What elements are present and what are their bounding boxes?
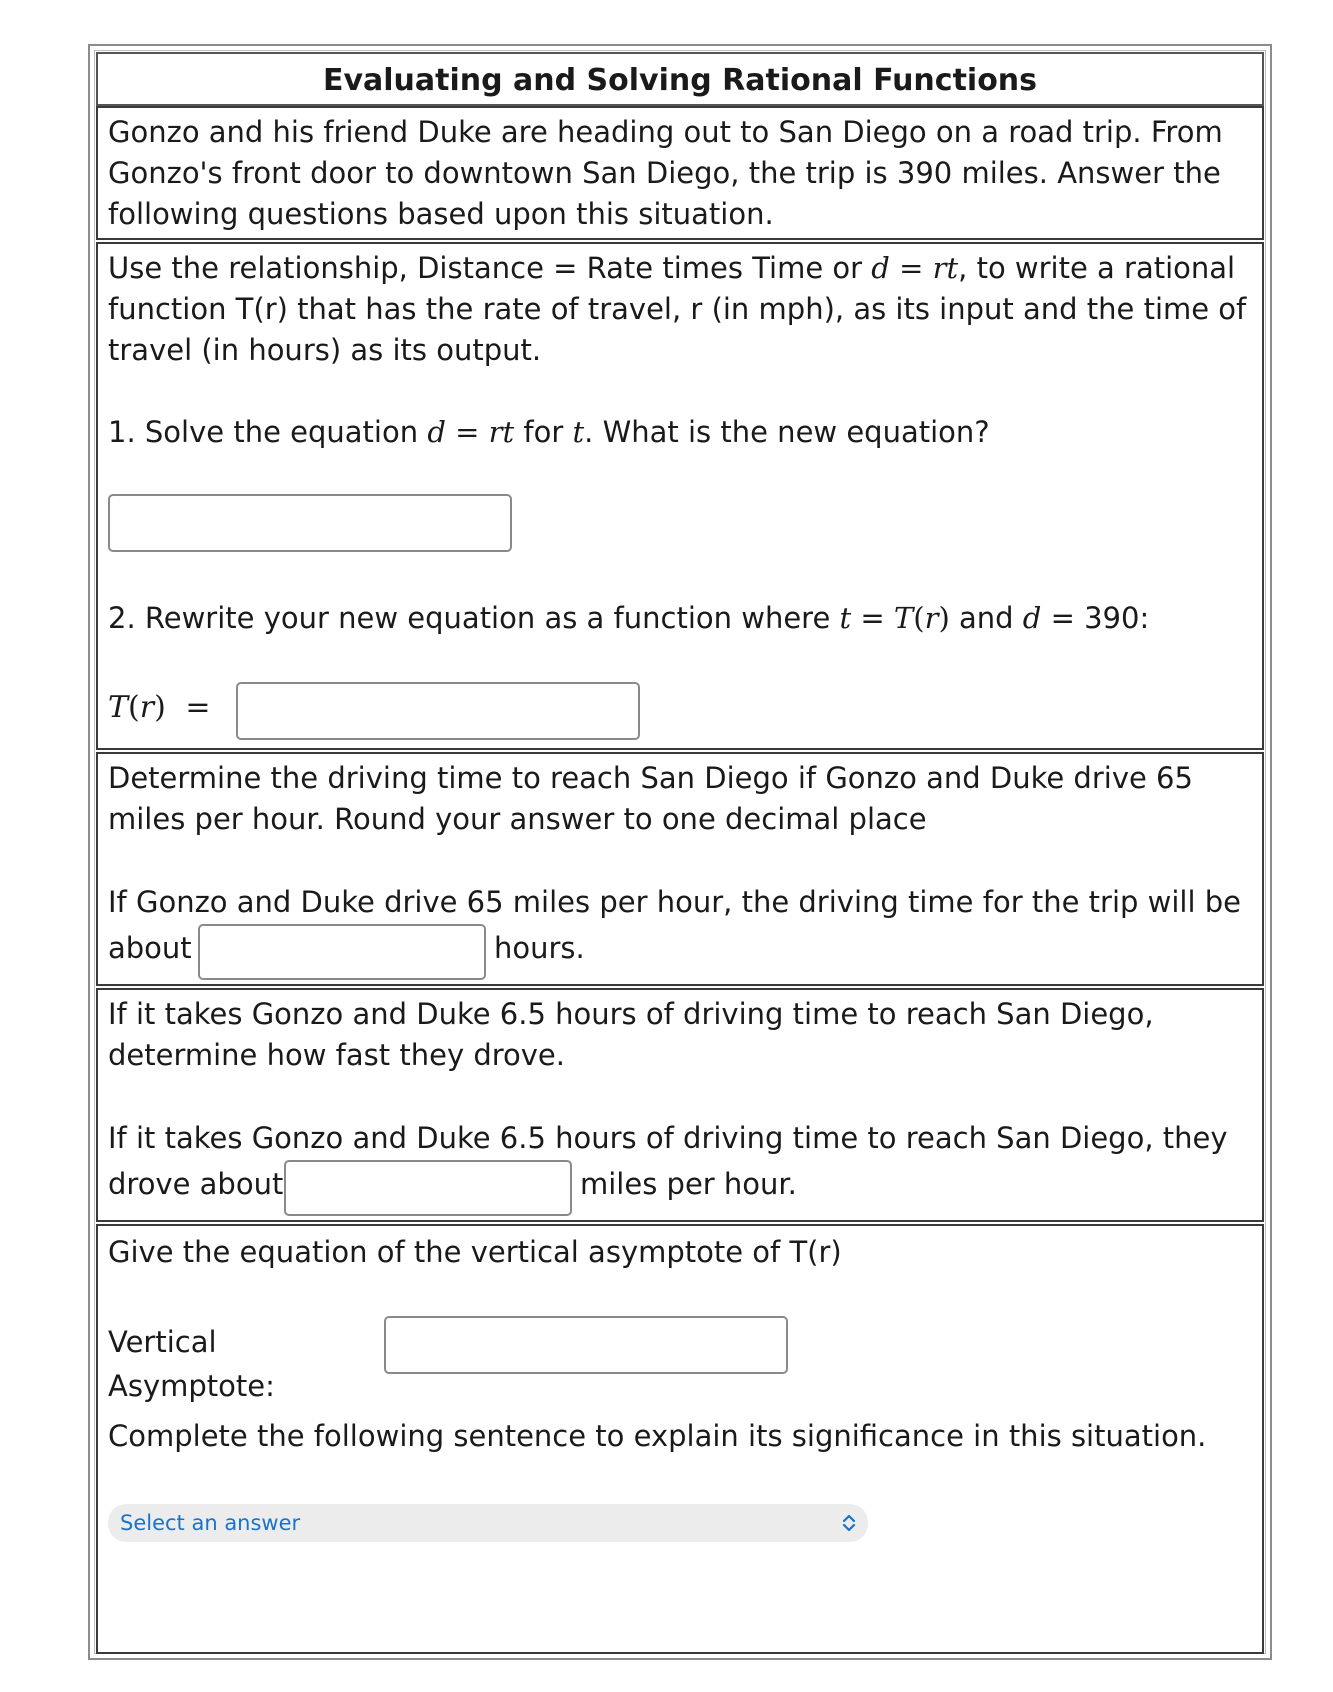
intro-text: Gonzo and his friend Duke are heading out to San Diego on a road trip. From Gonzo's front door to downtown San Diego, the trip is 390 miles. Answer the following questions based upon this situation. [108,115,1223,231]
part1-box [96,242,1264,750]
q2-and: and [949,601,1023,635]
part3-drove-about: drove about [108,1167,284,1201]
q1-for: for [514,415,573,449]
q2-r: r [924,601,939,635]
new-equation-input[interactable] [108,494,512,552]
part1-lead: Use the relationship, Distance = Rate times Time or [108,251,872,285]
tr-label [108,686,238,730]
title-box [96,52,1264,106]
q2-T: T [893,601,914,635]
q2-d: d [1022,601,1042,635]
q1-rt: rt [488,415,515,449]
tr-r: r [139,690,155,725]
question-1 [108,410,1252,454]
q1-tail: . What is the new equation? [584,415,990,449]
part2-sentence: If Gonzo and Duke drive 65 miles per hour, the driving time for the trip will be [108,885,1241,919]
worksheet-container [88,44,1272,1660]
part2-hours: hours. [494,931,585,965]
part1-instructions [108,248,1252,371]
q2-lead: 2. Rewrite your new equation as a function where [108,601,840,635]
eq-equals: = [889,251,933,285]
vertical-asymptote-input[interactable] [384,1316,788,1374]
intro-box [96,106,1264,240]
significance-select[interactable] [108,1504,868,1542]
function-tr-input[interactable] [236,682,640,740]
q2-t: t [839,601,852,635]
part1-tail: , to write a rational function T(r) that has the rate of travel, r (in mph), as its input and the time of travel (in hours) as its output. [108,251,1247,367]
q1-lead: 1. Solve the equation [108,415,428,449]
eq-d: d [871,251,890,285]
part3-sentence: If it takes Gonzo and Duke 6.5 hours of driving time to reach San Diego, they [108,1121,1228,1155]
complete-sentence-prompt: Complete the following sentence to explain its significance in this situation. [108,1419,1207,1453]
q2-open: ( [913,601,925,635]
question-2 [108,596,1252,640]
q1-equals: = [445,415,489,449]
eq-rt: rt [932,251,959,285]
speed-input[interactable] [284,1160,572,1216]
va-label: Vertical Asymptote: [108,1325,275,1403]
page-title: Evaluating and Solving Rational Functions [322,63,1038,98]
part4-box [96,1224,1264,1654]
q2-tail: = 390: [1041,601,1150,635]
q1-t: t [572,415,585,449]
part2-about: about [108,931,192,965]
q2-equals: = [851,601,894,635]
part2-prompt: Determine the driving time to reach San Diego if Gonzo and Duke drive 65 miles per hour. Round your answer to one decimal place [108,761,1193,836]
part4-prompt: Give the equation of the vertical asymptote of T(r) [108,1235,842,1269]
part3-mph: miles per hour. [580,1167,797,1201]
tr-equals: = [185,690,211,725]
part2-box [96,752,1264,986]
tr-T: T [108,690,129,725]
driving-time-input[interactable] [198,924,486,980]
select-placeholder: Select an answer [120,1511,301,1535]
updown-chevron-icon [842,1504,856,1542]
part3-prompt: If it takes Gonzo and Duke 6.5 hours of driving time to reach San Diego, determine how fast they drove. [108,997,1154,1072]
tr-close: ) [154,690,166,725]
q2-close: ) [938,601,950,635]
part3-box [96,988,1264,1222]
q1-d: d [427,415,446,449]
tr-open: ( [128,690,140,725]
